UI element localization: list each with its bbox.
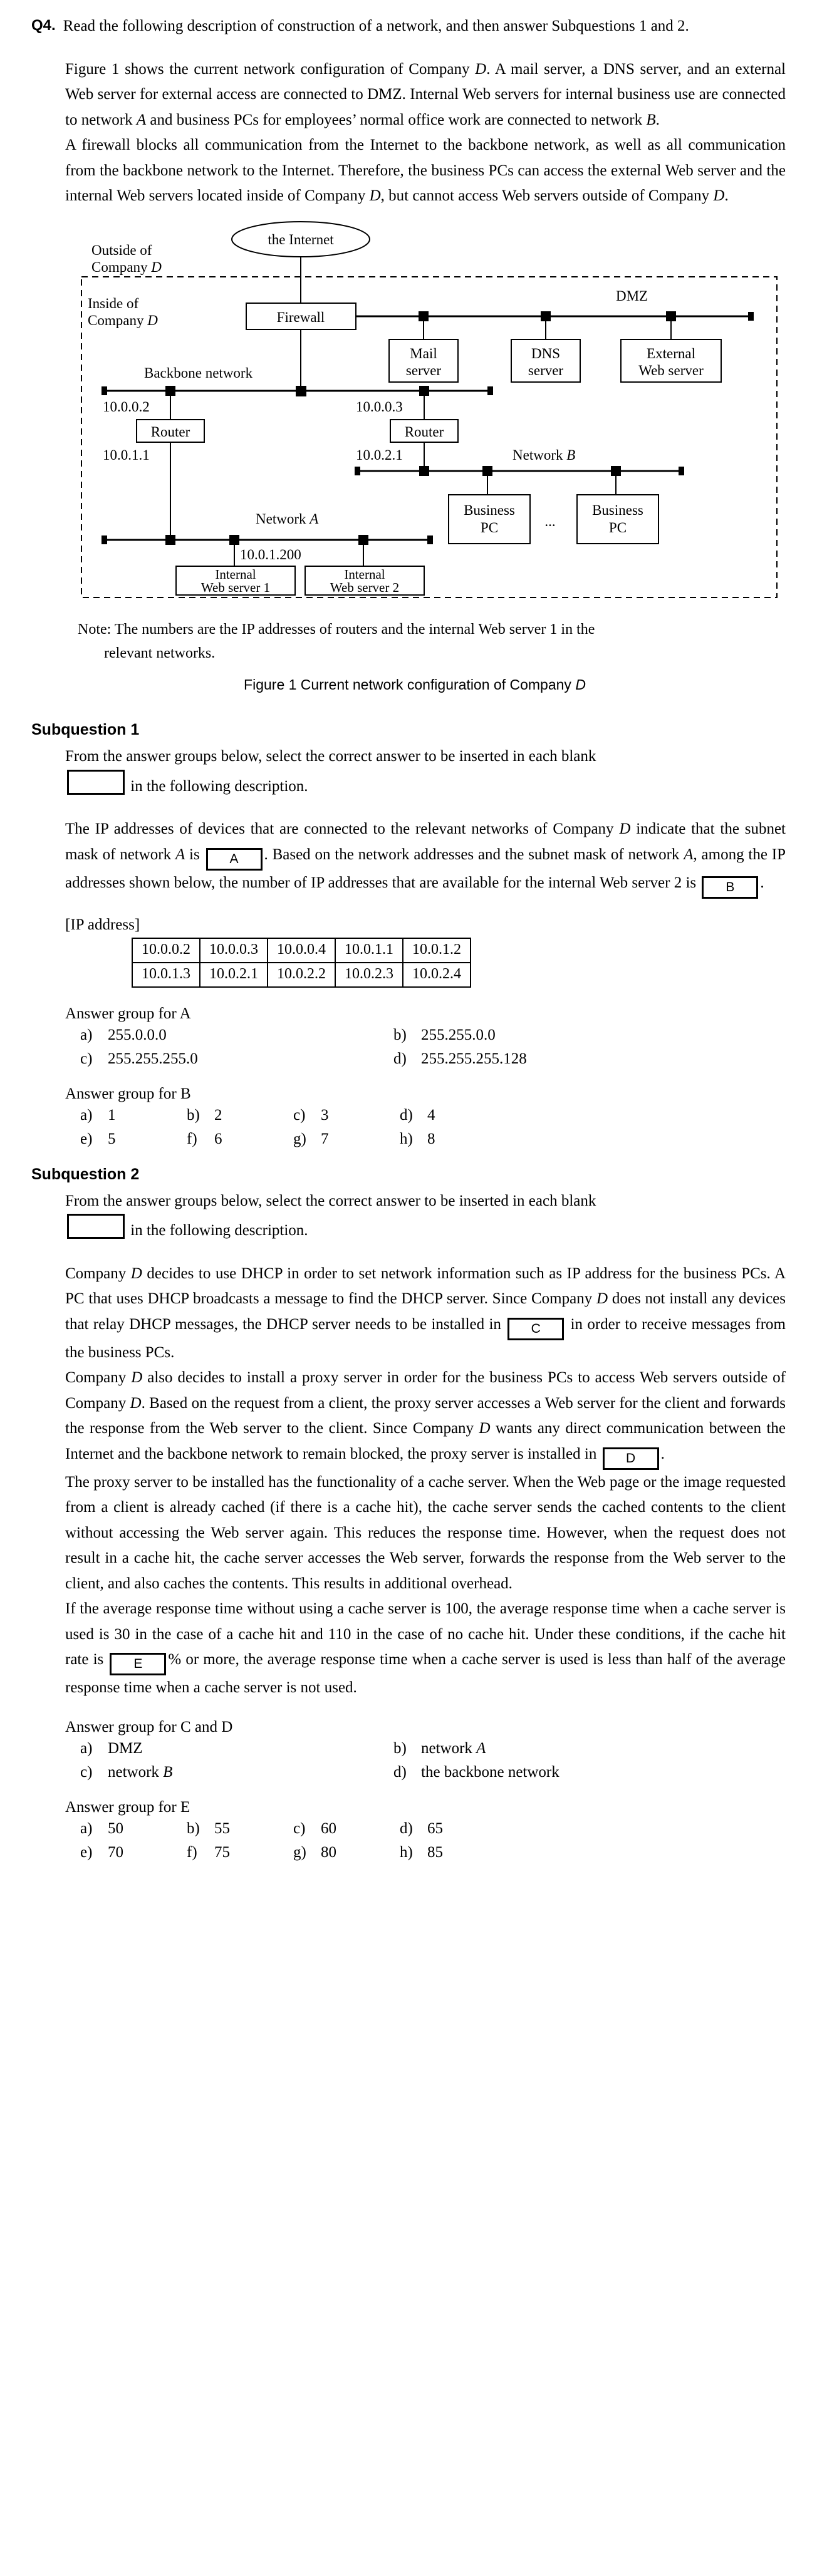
external-web-server-label-line1: External [647, 345, 695, 361]
subquestion-1-body [31, 817, 786, 899]
intro-paragraph-2: A firewall blocks all communication from the Internet to the backbone network, as well as all communication from the backbone network to the Internet. Therefore, the business PCs can access the external Web server and the internal Web servers located inside of Company D, but cannot access Web servers outside of Company D. [65, 137, 786, 204]
answer-option-text: 255.0.0.0 [108, 1026, 167, 1043]
answer-option[interactable] [187, 1844, 293, 1861]
answer-option-text: 255.255.255.128 [421, 1050, 527, 1067]
answer-option-key: c) [80, 1763, 93, 1781]
answer-option[interactable] [293, 1107, 400, 1124]
network-a-bus-right-cap [427, 535, 433, 544]
subquestion-1-heading: Subquestion 1 [31, 721, 140, 739]
answer-option-key: a) [80, 1106, 93, 1124]
answer-option[interactable] [80, 1027, 393, 1044]
answer-option-text: network B [108, 1763, 173, 1781]
answer-option-text: 8 [427, 1130, 435, 1147]
question-text: Read the following description of construction of a network, and then answer Subquestions 1 and 2. [63, 18, 689, 34]
answer-option[interactable] [293, 1844, 400, 1861]
answer-option-key: h) [400, 1843, 413, 1861]
figure-caption-text: Figure 1 Current network configuration of Company D [244, 676, 586, 693]
subquestion-2-instruction-text-b: in the following description. [130, 1222, 308, 1239]
network-a-bus-left-cap [101, 535, 107, 544]
subquestion-2-p2-part2: . [660, 1445, 665, 1462]
intro-paragraph-1: Figure 1 shows the current network configuration of Company D. A mail server, a DNS server, and an external Web server for external access are connected to DMZ. Internal Web servers for internal business use are connected to network A and business PCs for employees’ normal office work are connected to network B. [65, 60, 786, 128]
answer-option-text: 60 [321, 1819, 336, 1837]
answer-option-text: 6 [214, 1130, 222, 1147]
answer-option[interactable] [187, 1820, 293, 1838]
pc-ellipsis-label: ... [544, 513, 556, 529]
answer-option-text: the backbone network [421, 1763, 559, 1781]
subquestion-1-instruction-text-b: in the following description. [130, 777, 308, 795]
business-pc-2-label-line1: Business [592, 502, 643, 518]
subquestion-2-paragraph-2 [31, 1365, 786, 1470]
answer-option-key: e) [80, 1130, 93, 1147]
subquestion-2-p2-part1: Company D also decides to install a proxy server in order for the business PCs to access Web servers outside of Company D. Based on the request from a client, the proxy server accesses a Web server for the client and forwards the response from the Web server to the client. Since Company D wants any direct communication between the Internet and the backbone network to remain blocked, the proxy server is installed in [65, 1369, 786, 1462]
answer-option-key: c) [293, 1106, 306, 1124]
answer-option-text: network A [421, 1739, 486, 1757]
ip-address-table-wrap [31, 938, 786, 988]
blank-box-a[interactable]: A [206, 848, 263, 871]
ip-address-table-body [132, 938, 471, 987]
backbone-bus-left-cap [101, 386, 107, 395]
answer-option-key: e) [80, 1843, 93, 1861]
ip-10-0-1-200-label: 10.0.1.200 [240, 546, 301, 562]
figure-note [31, 618, 786, 666]
outside-company-label-line1: Outside of [91, 242, 152, 258]
ip-10-0-0-3-label: 10.0.0.3 [356, 398, 403, 415]
backbone-bus-right-cap [487, 386, 493, 395]
answer-option-key: d) [393, 1763, 407, 1781]
answer-option-text: 85 [427, 1843, 443, 1861]
answer-option[interactable] [80, 1050, 393, 1068]
answer-option-text: 255.255.255.0 [108, 1050, 198, 1067]
answer-group-e-title: Answer group for E [65, 1798, 190, 1816]
blank-box-c[interactable]: C [507, 1318, 564, 1340]
ip-address-cell: 10.0.0.3 [200, 938, 268, 963]
subquestion-2-heading: Subquestion 2 [31, 1165, 140, 1183]
answer-option[interactable] [80, 1107, 187, 1124]
answer-option[interactable] [80, 1820, 187, 1838]
subquestion-2-paragraph-4 [31, 1596, 786, 1701]
figure-note-label: Note: [78, 621, 112, 638]
answer-option-text: 7 [321, 1130, 329, 1147]
internal-web-server-2-label-line2: Web server 2 [330, 579, 400, 595]
answer-option[interactable] [80, 1740, 393, 1757]
internet-label: the Internet [268, 231, 334, 247]
answer-option[interactable] [187, 1107, 293, 1124]
ip-address-cell: 10.0.1.3 [132, 963, 200, 987]
answer-option-key: d) [393, 1050, 407, 1067]
ip-10-0-1-1-label: 10.0.1.1 [103, 447, 150, 463]
answer-option-text: 3 [321, 1106, 329, 1124]
ip-address-cell: 10.0.2.3 [335, 963, 403, 987]
answer-option-key: d) [400, 1106, 413, 1124]
dns-server-label-line1: DNS [531, 345, 561, 361]
subquestion-1-instruction [31, 744, 786, 799]
answer-option[interactable] [400, 1130, 786, 1148]
internal-web-server-1-label-line2: Web server 1 [200, 579, 271, 595]
answer-option[interactable] [393, 1027, 786, 1044]
answer-option-text: 5 [108, 1130, 116, 1147]
answer-option[interactable] [400, 1820, 786, 1838]
ip-address-cell: 10.0.2.2 [268, 963, 335, 987]
blank-box-b[interactable]: B [702, 876, 758, 899]
answer-option-key: f) [187, 1130, 197, 1147]
answer-option-key: g) [293, 1843, 306, 1861]
business-pc-1-label-line2: PC [480, 519, 499, 535]
ip-address-table-label: [IP address] [65, 916, 140, 933]
firewall-label: Firewall [276, 309, 325, 325]
answer-option-key: d) [400, 1819, 413, 1837]
business-pc-2-label-line2: PC [608, 519, 627, 535]
network-b-tap-router [419, 466, 429, 476]
internal-web-server-1-label-line1: Internal [215, 566, 256, 582]
subquestion-1-body-part2: . Based on the network addresses and the subnet mask of network A, among the IP addresses shown below, the number of IP addresses that are available for the internal Web server 2 is [65, 846, 786, 891]
answer-group-a-list [31, 1027, 786, 1068]
dmz-bus-end-cap [748, 312, 754, 321]
network-a-label: Network A [256, 510, 319, 527]
answer-option-key: b) [187, 1819, 200, 1837]
answer-option-text: 1 [108, 1106, 116, 1124]
outside-company-label-line2: Company D [91, 259, 162, 275]
dmz-label: DMZ [616, 287, 648, 304]
external-web-server-label-line2: Web server [638, 362, 704, 378]
answer-option-key: h) [400, 1130, 413, 1147]
subquestion-2-p4-part1: If the average response time without using a cache server is 100, the average response time when a cache server is used is 30 in the case of a cache hit and 110 in the case of no cache hit. Under these conditions, if the cache hit rate is [65, 1600, 786, 1668]
subquestion-2-instruction-text-a: From the answer groups below, select the correct answer to be inserted in each blank [65, 1192, 596, 1209]
answer-option-text: 2 [214, 1106, 222, 1124]
subquestion-2-instruction [31, 1189, 786, 1244]
answer-option[interactable] [187, 1130, 293, 1148]
subquestion-1-body-part3: . [760, 874, 764, 891]
ip-address-cell: 10.0.0.4 [268, 938, 335, 963]
answer-option-text: 50 [108, 1819, 123, 1837]
mail-server-label-line1: Mail [410, 345, 437, 361]
answer-group-a-title: Answer group for A [65, 1005, 191, 1022]
subquestion-2-paragraph-3: The proxy server to be installed has the functionality of a cache server. When the Web page or the image requested from a client is already cached (if there is a cache hit), the cache server sends the cached contents to the client without accessing the Web server again. This reduces the response time. However, when the request does not result in a cache hit, the cache server accesses the Web server, forwards the response from the Web server to the client, and also caches the contents. This results in additional overhead. [65, 1473, 786, 1592]
network-b-label: Network B [513, 447, 576, 463]
subquestion-2-paragraph-1 [31, 1261, 786, 1366]
inside-company-label-line2: Company D [88, 312, 158, 328]
answer-option-key: c) [80, 1050, 93, 1067]
blank-box-d[interactable]: D [603, 1447, 659, 1470]
answer-option-key: b) [393, 1739, 407, 1757]
answer-group-cd-list [31, 1740, 786, 1781]
answer-option[interactable] [393, 1764, 786, 1781]
network-b-bus-right-cap [679, 467, 684, 475]
dns-server-label-line2: server [528, 362, 564, 378]
answer-option[interactable] [393, 1740, 786, 1757]
mail-server-label-line2: server [405, 362, 442, 378]
ip-address-cell: 10.0.0.2 [132, 938, 200, 963]
answer-group-b-list [31, 1107, 786, 1148]
answer-option[interactable] [293, 1130, 400, 1148]
answer-option-text: 4 [427, 1106, 435, 1124]
answer-group-b-title: Answer group for B [65, 1085, 191, 1102]
table-row [132, 963, 471, 987]
blank-box-e[interactable]: E [110, 1653, 166, 1675]
subquestion-1-body-part1: The IP addresses of devices that are connected to the relevant networks of Company D indicate that the subnet mask of network A is [65, 820, 786, 863]
business-pc-1-label-line1: Business [464, 502, 515, 518]
answer-option[interactable] [400, 1107, 786, 1124]
answer-option-key: a) [80, 1026, 93, 1043]
internal-web-server-2-label-line1: Internal [344, 566, 385, 582]
blank-box-generic-2[interactable] [67, 1214, 125, 1239]
ip-address-cell: 10.0.2.4 [403, 963, 471, 987]
answer-group-cd-title: Answer group for C and D [65, 1718, 233, 1735]
answer-option-key: b) [393, 1026, 407, 1043]
backbone-network-label: Backbone network [144, 365, 253, 381]
network-a-tap-router [165, 535, 175, 545]
backbone-tap-firewall [296, 386, 306, 396]
subquestion-2-p1-part1: Company D decides to use DHCP in order to set network information such as IP address for the business PCs. A PC that uses DHCP broadcasts a message to find the DHCP server. Since Company D does not install any devices that relay DHCP messages, the DHCP server needs to be installed in [65, 1265, 786, 1333]
inside-company-label-line1: Inside of [88, 295, 139, 311]
router-left-label: Router [150, 423, 190, 440]
answer-option[interactable] [80, 1844, 187, 1861]
answer-option-key: g) [293, 1130, 306, 1147]
answer-option-text: 65 [427, 1819, 443, 1837]
network-b-bus-left-cap [355, 467, 360, 475]
answer-option[interactable] [80, 1764, 393, 1781]
answer-option[interactable] [80, 1130, 187, 1148]
ip-10-0-2-1-label: 10.0.2.1 [356, 447, 403, 463]
ip-address-table [132, 938, 471, 988]
answer-option-key: a) [80, 1739, 93, 1757]
ip-address-cell: 10.0.1.1 [335, 938, 403, 963]
answer-option[interactable] [293, 1820, 400, 1838]
answer-option-text: 75 [214, 1843, 230, 1861]
figure-caption [31, 676, 786, 693]
subquestion-2-p4-part2: % or more, the average response time when a cache server is used is less than half of the average response time when a cache server is not used. [65, 1651, 786, 1697]
answer-group-e-list [31, 1820, 786, 1861]
answer-option-text: 255.255.0.0 [421, 1026, 496, 1043]
question-number: Q4. [31, 17, 56, 34]
answer-option-text: 70 [108, 1843, 123, 1861]
ip-address-cell: 10.0.1.2 [403, 938, 471, 963]
answer-option[interactable] [393, 1050, 786, 1068]
answer-option-key: a) [80, 1819, 93, 1837]
ip-10-0-0-2-label: 10.0.0.2 [103, 398, 150, 415]
figure-note-line2: relevant networks. [104, 644, 216, 661]
answer-option-key: f) [187, 1843, 197, 1861]
blank-box-generic-1[interactable] [67, 770, 125, 795]
router-right-label: Router [404, 423, 444, 440]
answer-option-key: c) [293, 1819, 306, 1837]
table-row [132, 938, 471, 963]
ip-address-cell: 10.0.2.1 [200, 963, 268, 987]
figure-note-line1: The numbers are the IP addresses of routers and the internal Web server 1 in the [114, 621, 595, 638]
question-header [31, 14, 786, 39]
answer-option-key: b) [187, 1106, 200, 1124]
answer-option-text: 55 [214, 1819, 230, 1837]
answer-option-text: 80 [321, 1843, 336, 1861]
subquestion-1-instruction-text-a: From the answer groups below, select the correct answer to be inserted in each blank [65, 748, 596, 765]
figure-network-diagram [49, 220, 794, 609]
answer-option-text: DMZ [108, 1739, 143, 1757]
answer-option[interactable] [400, 1844, 786, 1861]
subquestion-2-p1-part2: in order to receive messages from the business PCs. [65, 1315, 786, 1361]
